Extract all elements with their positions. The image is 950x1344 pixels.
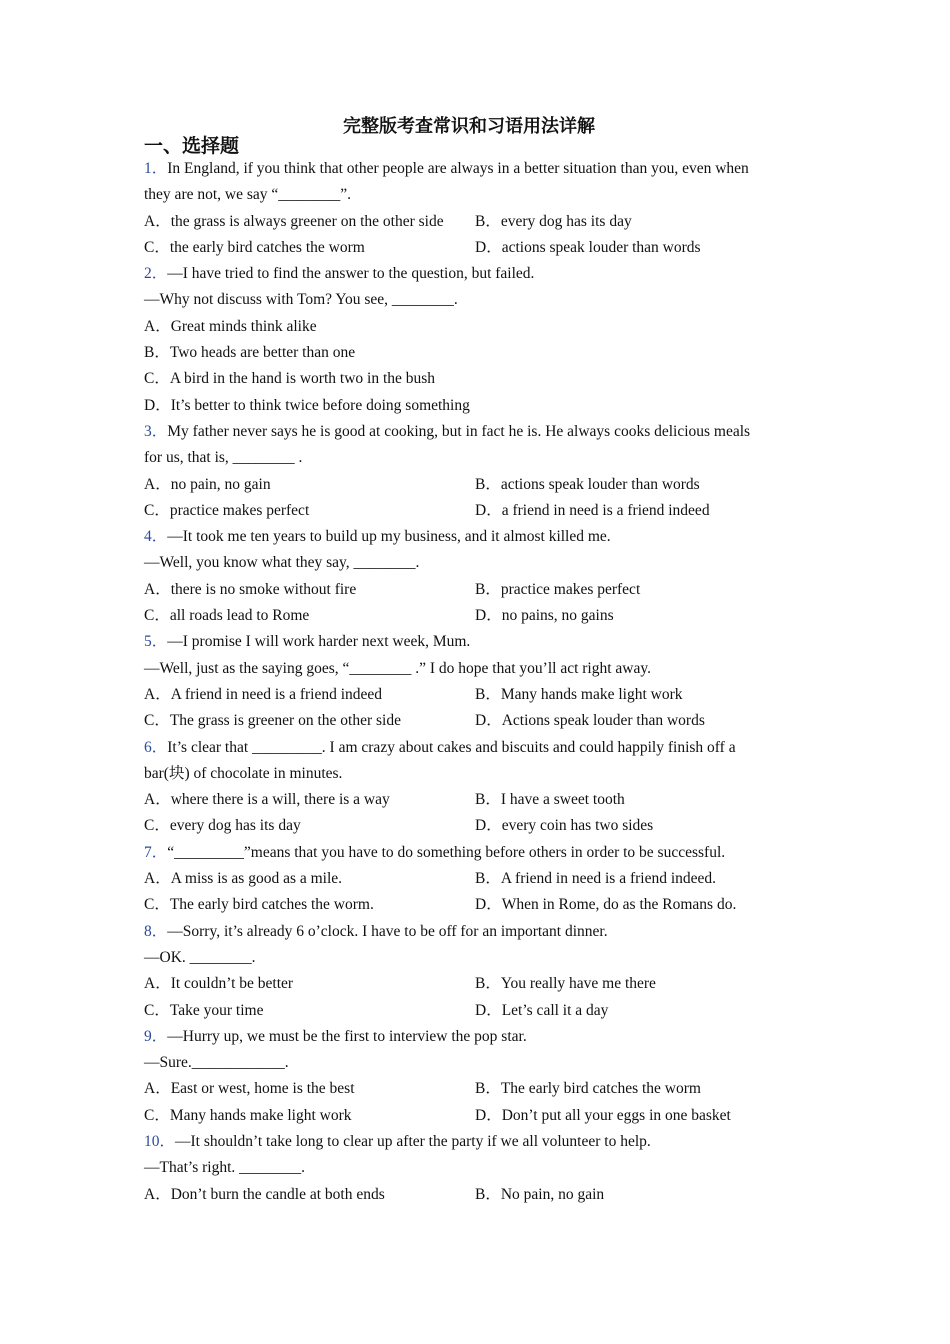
- option-a[interactable]: A．A miss is as good as a mile.: [144, 870, 343, 888]
- document-page: [144, 114, 806, 1208]
- option-a[interactable]: A．A friend in need is a friend indeed: [144, 685, 383, 703]
- question-text-cont: —Why not discuss with Tom? You see, ________.: [144, 291, 458, 309]
- question-text: —I have tried to find the answer to the question, but failed.: [167, 265, 535, 283]
- option-b[interactable]: B．Many hands make light work: [475, 685, 683, 703]
- options-row: [144, 1182, 806, 1208]
- question-7: [144, 840, 806, 866]
- question-text: “_________”means that you have to do something before others in order to be successful.: [167, 843, 726, 861]
- question-number: 5．: [144, 633, 168, 651]
- question-text: —Hurry up, we must be the first to interview the pop star.: [167, 1027, 527, 1045]
- option-a[interactable]: A．East or west, home is the best: [144, 1080, 355, 1098]
- question-number: 10．: [144, 1132, 176, 1150]
- option-d[interactable]: D．When in Rome, do as the Romans do.: [475, 896, 737, 914]
- options-row: [144, 998, 806, 1024]
- options-row: [144, 209, 806, 235]
- question-number: 1．: [144, 160, 168, 177]
- option-b[interactable]: B．No pain, no gain: [475, 1185, 605, 1203]
- options-row: [144, 603, 806, 629]
- question-6: [144, 735, 806, 761]
- options-row: [144, 1103, 806, 1129]
- option-d[interactable]: D．actions speak louder than words: [475, 238, 701, 256]
- option-d[interactable]: D．It’s better to think twice before doing something: [144, 396, 470, 414]
- question-text-cont: —That’s right. ________.: [144, 1159, 306, 1177]
- option-c[interactable]: C．A bird in the hand is worth two in the bush: [144, 370, 436, 388]
- question-text-cont: they are not, we say “________”.: [144, 186, 352, 204]
- option-d[interactable]: D．every coin has two sides: [475, 817, 654, 835]
- options-row: [144, 577, 806, 603]
- option-a[interactable]: A．Don’t burn the candle at both ends: [144, 1185, 385, 1203]
- question-text-cont: bar(块) of chocolate in minutes.: [144, 764, 343, 782]
- question-number: 2．: [144, 265, 168, 283]
- option-b[interactable]: B．every dog has its day: [475, 212, 632, 230]
- question-number: 9．: [144, 1027, 168, 1045]
- option-a[interactable]: A．there is no smoke without fire: [144, 580, 357, 598]
- option-a[interactable]: A．no pain, no gain: [144, 475, 271, 493]
- option-c[interactable]: C．all roads lead to Rome: [144, 607, 310, 625]
- option-c[interactable]: C．The early bird catches the worm.: [144, 896, 374, 914]
- question-3: [144, 419, 806, 445]
- options-row: [144, 971, 806, 997]
- question-4: [144, 524, 806, 550]
- options-row: [144, 866, 806, 892]
- question-text-cont: —Well, you know what they say, ________.: [144, 554, 420, 572]
- option-b[interactable]: B．I have a sweet tooth: [475, 791, 625, 809]
- option-b[interactable]: B．The early bird catches the worm: [475, 1080, 701, 1098]
- question-number: 4．: [144, 528, 168, 546]
- page-title: 完整版考查常识和习语用法详解: [343, 116, 595, 137]
- question-number: 7．: [144, 843, 168, 861]
- question-text-cont: for us, that is, ________ .: [144, 449, 303, 467]
- option-b[interactable]: B．You really have me there: [475, 975, 656, 993]
- option-c[interactable]: C．practice makes perfect: [144, 501, 310, 519]
- option-b[interactable]: B．actions speak louder than words: [475, 475, 700, 493]
- question-text: It’s clear that _________. I am crazy about cakes and biscuits and could happily finish off a: [167, 738, 736, 756]
- question-text: —It shouldn’t take long to clear up after the party if we all volunteer to help.: [175, 1132, 651, 1150]
- options-row: [144, 813, 806, 839]
- question-number: 6．: [144, 738, 168, 756]
- question-5: [144, 629, 806, 655]
- option-a[interactable]: A．where there is a will, there is a way: [144, 791, 390, 809]
- question-1: [144, 156, 806, 182]
- option-c[interactable]: C．the early bird catches the worm: [144, 238, 365, 256]
- option-c[interactable]: C．Take your time: [144, 1001, 264, 1019]
- question-text: —I promise I will work harder next week, Mum.: [167, 633, 471, 651]
- options-row: [144, 235, 806, 261]
- option-c[interactable]: C．every dog has its day: [144, 817, 301, 835]
- options-row: [144, 682, 806, 708]
- option-a[interactable]: A．Great minds think alike: [144, 317, 317, 335]
- option-a[interactable]: A．It couldn’t be better: [144, 975, 294, 993]
- question-2: [144, 261, 806, 287]
- options-row: [144, 892, 806, 918]
- options-row: [144, 498, 806, 524]
- options-row: [144, 787, 806, 813]
- question-text-cont: —Sure.____________.: [144, 1054, 289, 1072]
- question-number: 3．: [144, 422, 168, 440]
- question-8: [144, 919, 806, 945]
- question-text: —Sorry, it’s already 6 o’clock. I have to be off for an important dinner.: [167, 922, 608, 940]
- option-d[interactable]: D．a friend in need is a friend indeed: [475, 501, 710, 519]
- question-text: In England, if you think that other people are always in a better situation than you, even when: [167, 160, 749, 177]
- question-10: [144, 1129, 806, 1155]
- option-b[interactable]: B．Two heads are better than one: [144, 344, 356, 362]
- option-c[interactable]: C．Many hands make light work: [144, 1106, 352, 1124]
- question-9: [144, 1024, 806, 1050]
- question-text-cont: —Well, just as the saying goes, “________ .” I do hope that you’ll act right away.: [144, 659, 651, 677]
- option-b[interactable]: B．practice makes perfect: [475, 580, 641, 598]
- section-heading: 一、选择题: [144, 135, 240, 157]
- option-c[interactable]: C．The grass is greener on the other side: [144, 712, 401, 730]
- options-row: [144, 1076, 806, 1102]
- question-text: —It took me ten years to build up my business, and it almost killed me.: [167, 528, 611, 546]
- option-b[interactable]: B．A friend in need is a friend indeed.: [475, 870, 717, 888]
- option-d[interactable]: D．no pains, no gains: [475, 607, 614, 625]
- options-row: [144, 708, 806, 734]
- option-d[interactable]: D．Don’t put all your eggs in one basket: [475, 1106, 731, 1124]
- question-number: 8．: [144, 922, 168, 940]
- question-text-cont: —OK. ________.: [144, 948, 256, 966]
- option-a[interactable]: A．the grass is always greener on the other side: [144, 212, 444, 230]
- options-row: [144, 472, 806, 498]
- option-d[interactable]: D．Actions speak louder than words: [475, 712, 705, 730]
- option-d[interactable]: D．Let’s call it a day: [475, 1001, 609, 1019]
- question-text: My father never says he is good at cooking, but in fact he is. He always cooks delicious meals: [167, 422, 751, 440]
